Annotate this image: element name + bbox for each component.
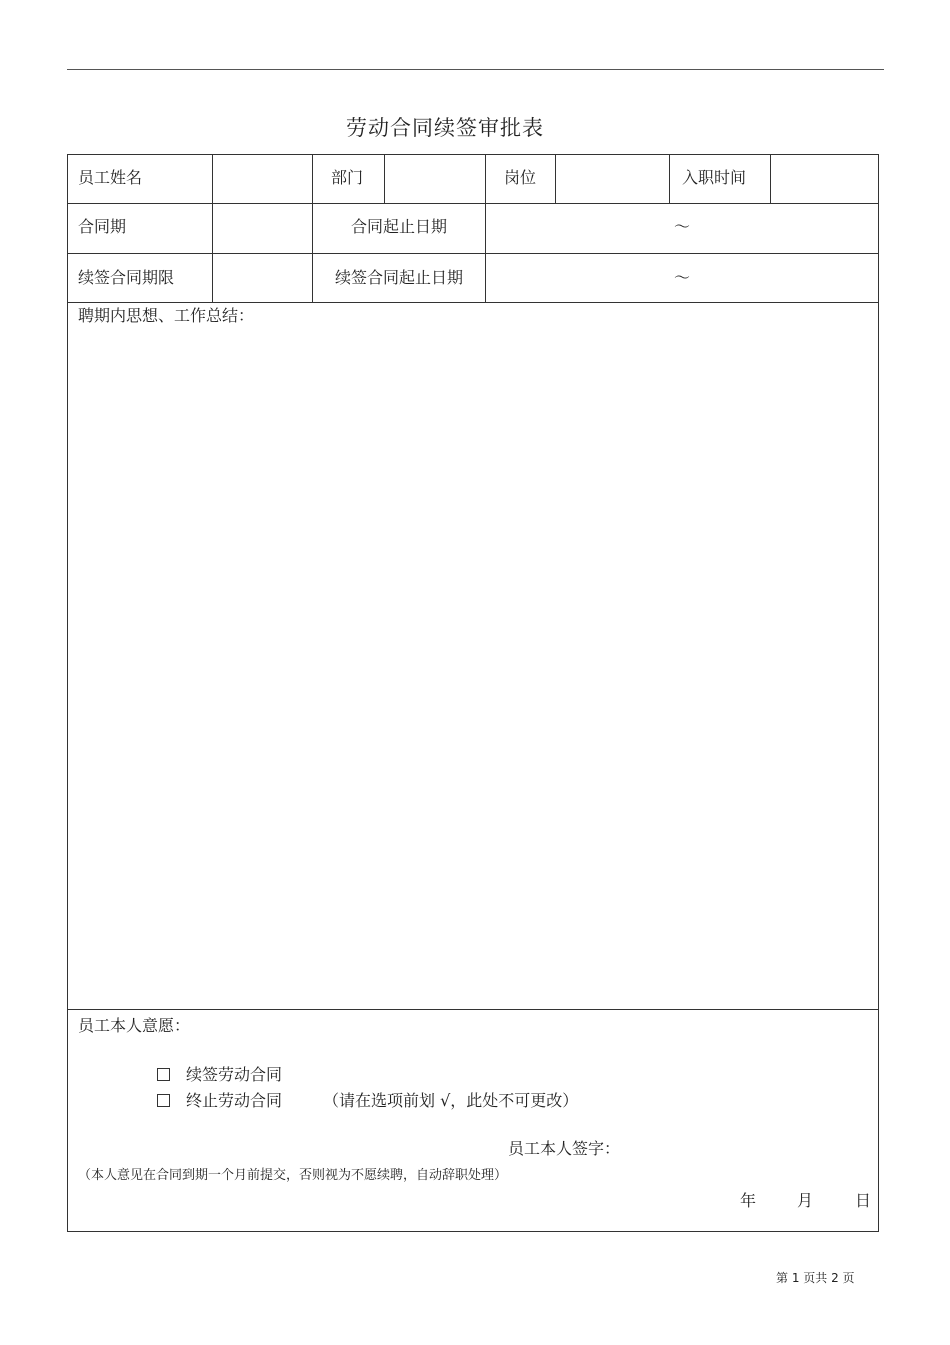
signature-field[interactable]	[628, 1135, 828, 1161]
hire-date-label: 入职时间	[682, 168, 747, 187]
option-terminate-label: 终止劳动合同	[186, 1091, 283, 1110]
employee-name-label: 员工姓名	[78, 168, 143, 187]
renewal-term-label: 续签合同期限	[78, 268, 175, 287]
row-divider	[68, 302, 878, 303]
renewal-dates-field[interactable]: ～	[673, 268, 690, 287]
department-field[interactable]	[386, 156, 484, 202]
row-divider	[68, 1009, 878, 1010]
date-month-label: 月	[797, 1191, 814, 1210]
employee-name-field[interactable]	[214, 156, 311, 202]
option-terminate	[157, 1091, 282, 1111]
department-label: 部门	[331, 168, 364, 187]
renewal-term-field[interactable]	[214, 255, 311, 301]
renew-checkbox[interactable]	[157, 1068, 170, 1081]
contract-term-label: 合同期	[78, 217, 127, 236]
approval-form-table	[67, 154, 879, 1232]
signature-label: 员工本人签字：	[508, 1139, 621, 1158]
row-divider	[68, 203, 878, 204]
date-day-label: 日	[855, 1191, 872, 1210]
renewal-dates-label: 续签合同起止日期	[334, 268, 463, 287]
position-field[interactable]	[557, 156, 668, 202]
col-divider	[770, 155, 771, 203]
option-renew	[157, 1065, 282, 1085]
col-divider	[555, 155, 556, 203]
col-divider	[384, 155, 385, 203]
position-label: 岗位	[504, 168, 537, 187]
date-year-label: 年	[740, 1191, 757, 1210]
instruction-note: （请在选项前划 √，此处不可更改）	[323, 1091, 579, 1110]
col-divider	[212, 155, 213, 302]
work-summary-label: 聘期内思想、工作总结：	[78, 306, 255, 325]
col-divider	[669, 155, 670, 203]
row-divider	[68, 253, 878, 254]
terminate-checkbox[interactable]	[157, 1094, 170, 1107]
option-renew-label: 续签劳动合同	[186, 1065, 283, 1084]
contract-term-field[interactable]	[214, 205, 311, 252]
work-summary-field[interactable]	[70, 331, 876, 1005]
document-title: 劳动合同续签审批表	[346, 116, 544, 140]
employee-intention-label: 员工本人意愿：	[78, 1016, 191, 1035]
hire-date-field[interactable]	[772, 156, 876, 202]
submission-note: （本人意见在合同到期一个月前提交，否则视为不愿续聘，自动辞职处理）	[78, 1168, 508, 1183]
contract-dates-label: 合同起止日期	[350, 217, 447, 236]
header-rule	[67, 69, 884, 70]
page-number: 第 1 页共 2 页	[776, 1271, 855, 1285]
contract-dates-field[interactable]: ～	[673, 217, 690, 236]
